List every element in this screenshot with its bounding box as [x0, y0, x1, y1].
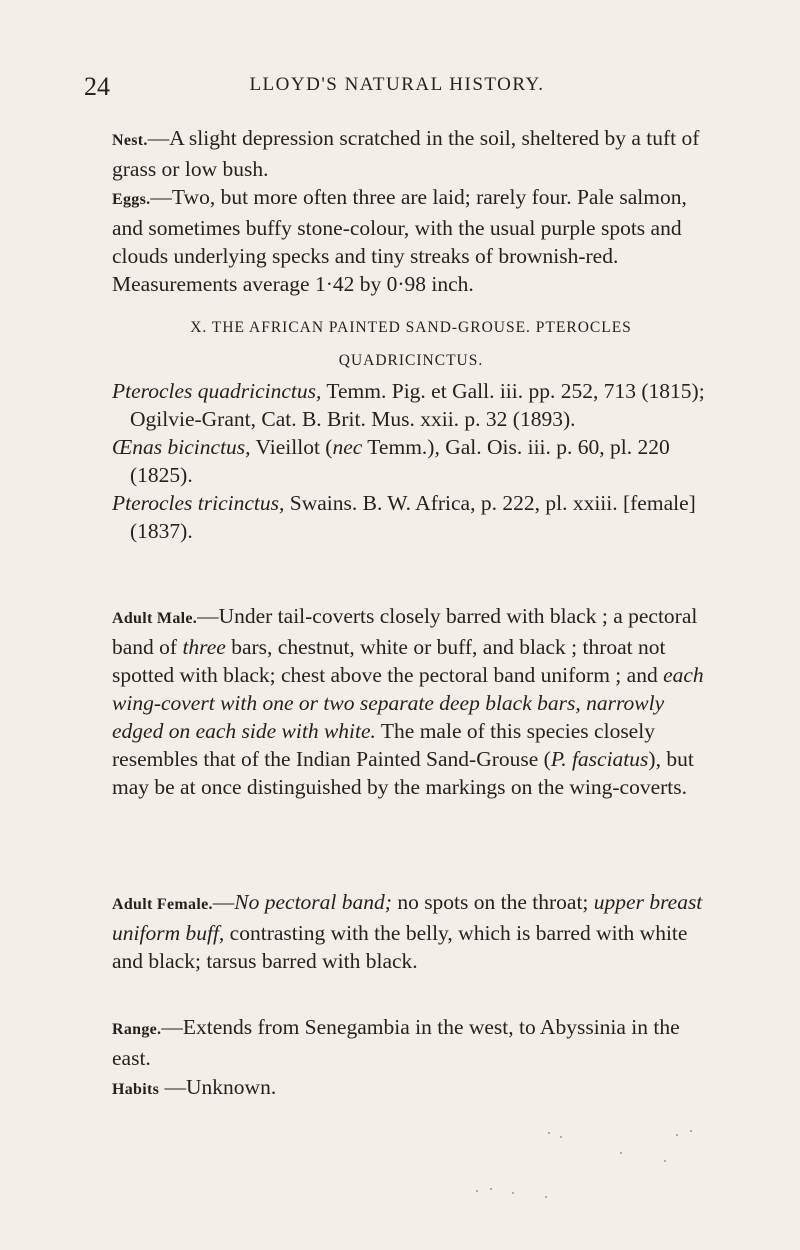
habits-label: Habits [112, 1081, 160, 1098]
synonym-entry [112, 377, 710, 433]
synonym-name: Pterocles quadricinctus, [112, 379, 322, 403]
paper-speck [676, 1134, 678, 1136]
section-title [112, 311, 710, 377]
paper-speck [620, 1152, 622, 1154]
paper-speck [560, 1136, 562, 1138]
paper-speck [512, 1192, 514, 1194]
habits-paragraph [112, 1073, 710, 1104]
synonymy-list [112, 377, 710, 545]
section-title-line-2: QUADRICINCTUS. [338, 352, 484, 369]
adult-female-italic: upper breast uniform buff, [112, 890, 703, 945]
adult-female-italic: No pectoral band; [234, 890, 392, 914]
adult-female-text: no spots on the throat; [391, 890, 594, 914]
running-title: LLOYD'S NATURAL HISTORY. [249, 74, 545, 95]
paper-speck [690, 1130, 692, 1132]
synonym-nec: nec [332, 435, 363, 459]
adult-female-label: Adult Female. [112, 896, 213, 913]
adult-male-italic: P. fasciatus [550, 747, 649, 771]
page-header [84, 72, 710, 102]
adult-male-italic: each wing-covert with one or two separate deep black bars, narrowly edged on each side with white. [112, 663, 704, 743]
section-title-line-1: X. THE AFRICAN PAINTED SAND-GROUSE. PTEROCLES [190, 319, 632, 336]
eggs-text: —Two, but more often three are laid; rarely four. Pale salmon, and sometimes buffy stone-colour, with the usual purple spots and clouds underlying specks and tiny streaks of brownish-red. Measurements average 1·42 by 0·98 inch. [112, 185, 687, 296]
habits-text: —Unknown. [159, 1075, 277, 1099]
nest-text: —A slight depression scratched in the soil, sheltered by a tuft of grass or low bush. [112, 126, 700, 181]
synonym-entry [112, 433, 710, 489]
adult-male-label: Adult Male. [112, 610, 198, 627]
paper-speck [490, 1188, 492, 1190]
synonym-reference: Vieillot ( [250, 435, 333, 459]
nest-label: Nest. [112, 132, 148, 149]
paper-speck [476, 1190, 478, 1192]
adult-male-text: ), but may be at once distinguished by the markings on the wing-coverts. [112, 747, 694, 799]
range-text: —Extends from Senegambia in the west, to Abyssinia in the east. [112, 1015, 680, 1070]
eggs-label: Eggs. [112, 191, 151, 208]
adult-male-italic: three [182, 635, 226, 659]
adult-female-text: contrasting with the belly, which is barred with white and black; tarsus barred with black. [112, 921, 688, 973]
adult-male-text: The male of this species closely resembles that of the Indian Painted Sand-Grouse ( [112, 719, 655, 771]
adult-female-text: — [212, 890, 235, 914]
synonym-reference: Swains. B. W. Africa, p. 222, pl. xxiii. [female] (1837). [130, 491, 696, 543]
range-label: Range. [112, 1021, 162, 1038]
synonym-reference-cont: Temm.), Gal. Ois. iii. p. 60, pl. 220 (1825). [130, 435, 670, 487]
synonym-reference: Temm. Pig. et Gall. iii. pp. 252, 713 (1815); Ogilvie-Grant, Cat. B. Brit. Mus. xxii. p. 32 (1893). [130, 379, 705, 431]
adult-male-paragraph [112, 602, 710, 801]
range-paragraph [112, 1013, 710, 1072]
synonym-name: Pterocles tricinctus, [112, 491, 285, 515]
eggs-paragraph [112, 183, 710, 298]
page-number: 24 [84, 72, 110, 101]
synonym-name: Œnas bicinctus, [112, 435, 251, 459]
adult-female-paragraph [112, 888, 710, 975]
adult-male-text: —Under tail-coverts closely barred with black ; a pectoral band of [112, 604, 698, 659]
paper-speck [664, 1160, 666, 1162]
paper-speck [545, 1196, 547, 1198]
nest-paragraph [112, 124, 710, 183]
synonym-entry [112, 489, 710, 545]
adult-male-text: bars, chestnut, white or buff, and black ; throat not spotted with black; chest above the pectoral band uniform ; and [112, 635, 666, 687]
paper-speck [548, 1132, 550, 1134]
